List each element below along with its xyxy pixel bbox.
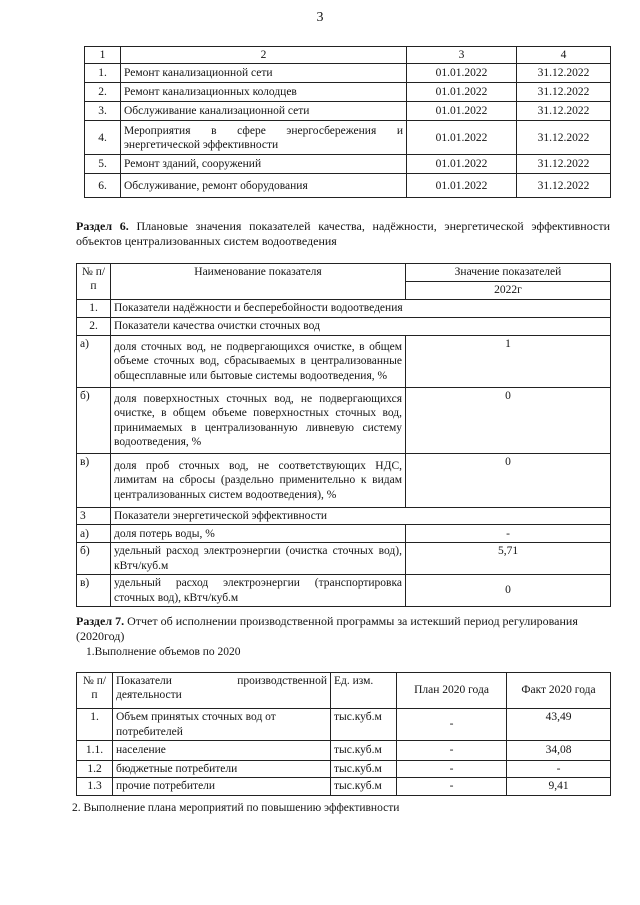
subsection-2-title: 2. Выполнение плана мероприятий по повышению эффективности (72, 802, 400, 814)
section-6-label: Раздел 6. (76, 219, 129, 233)
indicator-name: удельный расход электроэнергии (транспортировка сточных вод), кВтч/куб.м (111, 575, 406, 607)
row-number: 1. (85, 64, 121, 83)
column-header-number: № п/п (77, 673, 113, 709)
row-number: 1. (77, 709, 113, 741)
plan-value: - (397, 709, 507, 741)
row-number: 4. (85, 121, 121, 155)
unit: тыс.куб.м (331, 709, 397, 741)
column-header-value: Значение показателей (406, 264, 611, 282)
indicator-value: 0 (406, 388, 611, 454)
table-row (77, 388, 611, 454)
indicator-value: 5,71 (406, 543, 611, 575)
row-number: 5. (85, 155, 121, 174)
table-header-row (85, 47, 611, 64)
table-row (77, 778, 611, 795)
column-header-number: № п/п (77, 264, 111, 300)
table-row (77, 336, 611, 388)
indicator-name: доля потерь воды, % (111, 525, 406, 543)
unit: тыс.куб.м (331, 741, 397, 761)
section-7-heading (76, 614, 610, 644)
end-date: 31.12.2022 (517, 102, 611, 121)
group-heading: Показатели качества очистки сточных вод (111, 318, 611, 336)
row-number: 1. (77, 300, 111, 318)
table-row (85, 64, 611, 83)
table-row (85, 83, 611, 102)
row-number: 3 (77, 508, 111, 525)
table-row (77, 741, 611, 761)
column-header-fact: Факт 2020 года (507, 673, 611, 709)
indicator-value: 1 (406, 336, 611, 388)
schedule-table (84, 46, 611, 198)
start-date: 01.01.2022 (407, 155, 517, 174)
fact-value: - (507, 761, 611, 778)
table-row (77, 525, 611, 543)
indicator-name: доля проб сточных вод, не соответствующих НДС, лимитам на сбросы (раздельно применительно к видам централизованных систем водоотведения), % (111, 454, 406, 508)
row-number: 1.1. (77, 741, 113, 761)
table-row (77, 543, 611, 575)
table-row (77, 508, 611, 525)
end-date: 31.12.2022 (517, 174, 611, 198)
table-row (77, 318, 611, 336)
group-heading: Показатели энергетической эффективности (111, 508, 611, 525)
indicator-name: удельный расход электроэнергии (очистка сточных вод), кВтч/куб.м (111, 543, 406, 575)
table-row (77, 709, 611, 741)
table-row (85, 155, 611, 174)
plan-value: - (397, 778, 507, 795)
column-header: 3 (407, 47, 517, 64)
unit: тыс.куб.м (331, 761, 397, 778)
indicator-value: 0 (406, 454, 611, 508)
table-row (85, 121, 611, 155)
row-number: 3. (85, 102, 121, 121)
fact-value: 43,49 (507, 709, 611, 741)
section-6-title: Плановые значения показателей качества, надёжности, энергетической эффективности объектов централизованных систем водоотведения (76, 219, 611, 248)
indicator-name: население (113, 741, 331, 761)
row-number: 2. (77, 318, 111, 336)
activity-name: Ремонт канализационных колодцев (121, 83, 407, 102)
activity-name: Обслуживание канализационной сети (121, 102, 407, 121)
table-row (77, 300, 611, 318)
column-header: 2 (121, 47, 407, 64)
activity-name: Обслуживание, ремонт оборудования (121, 174, 407, 198)
section-7-label: Раздел 7. (76, 614, 125, 628)
table-row (85, 174, 611, 198)
indicator-name: бюджетные потребители (113, 761, 331, 778)
unit: тыс.куб.м (331, 778, 397, 795)
indicator-value: - (406, 525, 611, 543)
row-number: а) (77, 525, 111, 543)
row-number: в) (77, 454, 111, 508)
end-date: 31.12.2022 (517, 83, 611, 102)
row-number: 1.3 (77, 778, 113, 795)
start-date: 01.01.2022 (407, 64, 517, 83)
indicator-name: Объем принятых сточных вод от потребителей (113, 709, 331, 741)
table-header-row (77, 264, 611, 282)
column-header: 1 (85, 47, 121, 64)
plan-value: - (397, 741, 507, 761)
table-row (77, 454, 611, 508)
group-heading: Показатели надёжности и бесперебойности водоотведения (111, 300, 611, 318)
plan-value: - (397, 761, 507, 778)
column-header-name: Наименование показателя (111, 264, 406, 300)
column-header-plan: План 2020 года (397, 673, 507, 709)
end-date: 31.12.2022 (517, 155, 611, 174)
row-number: 6. (85, 174, 121, 198)
activity-name: Ремонт канализационной сети (121, 64, 407, 83)
start-date: 01.01.2022 (407, 102, 517, 121)
row-number: б) (77, 543, 111, 575)
column-header-year: 2022г (406, 282, 611, 300)
start-date: 01.01.2022 (407, 174, 517, 198)
column-header: 4 (517, 47, 611, 64)
indicator-name: прочие потребители (113, 778, 331, 795)
end-date: 31.12.2022 (517, 121, 611, 155)
fact-value: 34,08 (507, 741, 611, 761)
indicator-value: 0 (406, 575, 611, 607)
column-header-unit: Ед. изм. (331, 673, 397, 709)
subsection-1-title: 1.Выполнение объемов по 2020 (86, 646, 241, 658)
table-row (77, 575, 611, 607)
section-6-heading (76, 219, 610, 249)
page-number: 3 (316, 10, 324, 25)
row-number: б) (77, 388, 111, 454)
indicators-table (76, 263, 611, 607)
row-number: 1.2 (77, 761, 113, 778)
start-date: 01.01.2022 (407, 121, 517, 155)
column-header-name: Показатели производственной деятельности (113, 673, 331, 709)
volumes-table (76, 672, 611, 796)
row-number: в) (77, 575, 111, 607)
fact-value: 9,41 (507, 778, 611, 795)
activity-name: Мероприятия в сфере энергосбережения и энергетической эффективности (121, 121, 407, 155)
activity-name: Ремонт зданий, сооружений (121, 155, 407, 174)
row-number: а) (77, 336, 111, 388)
table-header-row (77, 673, 611, 709)
end-date: 31.12.2022 (517, 64, 611, 83)
indicator-name: доля сточных вод, не подвергающихся очистке, в общем объеме сточных вод, сбрасываемых в централизованные общесплавные или бытовые системы водоотведения, % (111, 336, 406, 388)
table-row (85, 102, 611, 121)
table-row (77, 761, 611, 778)
indicator-name: доля поверхностных сточных вод, не подвергающихся очистке, в общем объеме поверхностных сточных вод, принимаемых в централизованную ливневую систему водоотведения, % (111, 388, 406, 454)
start-date: 01.01.2022 (407, 83, 517, 102)
row-number: 2. (85, 83, 121, 102)
section-7-title: Отчет об исполнении производственной программы за истекший период регулирования (2020год) (76, 614, 578, 643)
